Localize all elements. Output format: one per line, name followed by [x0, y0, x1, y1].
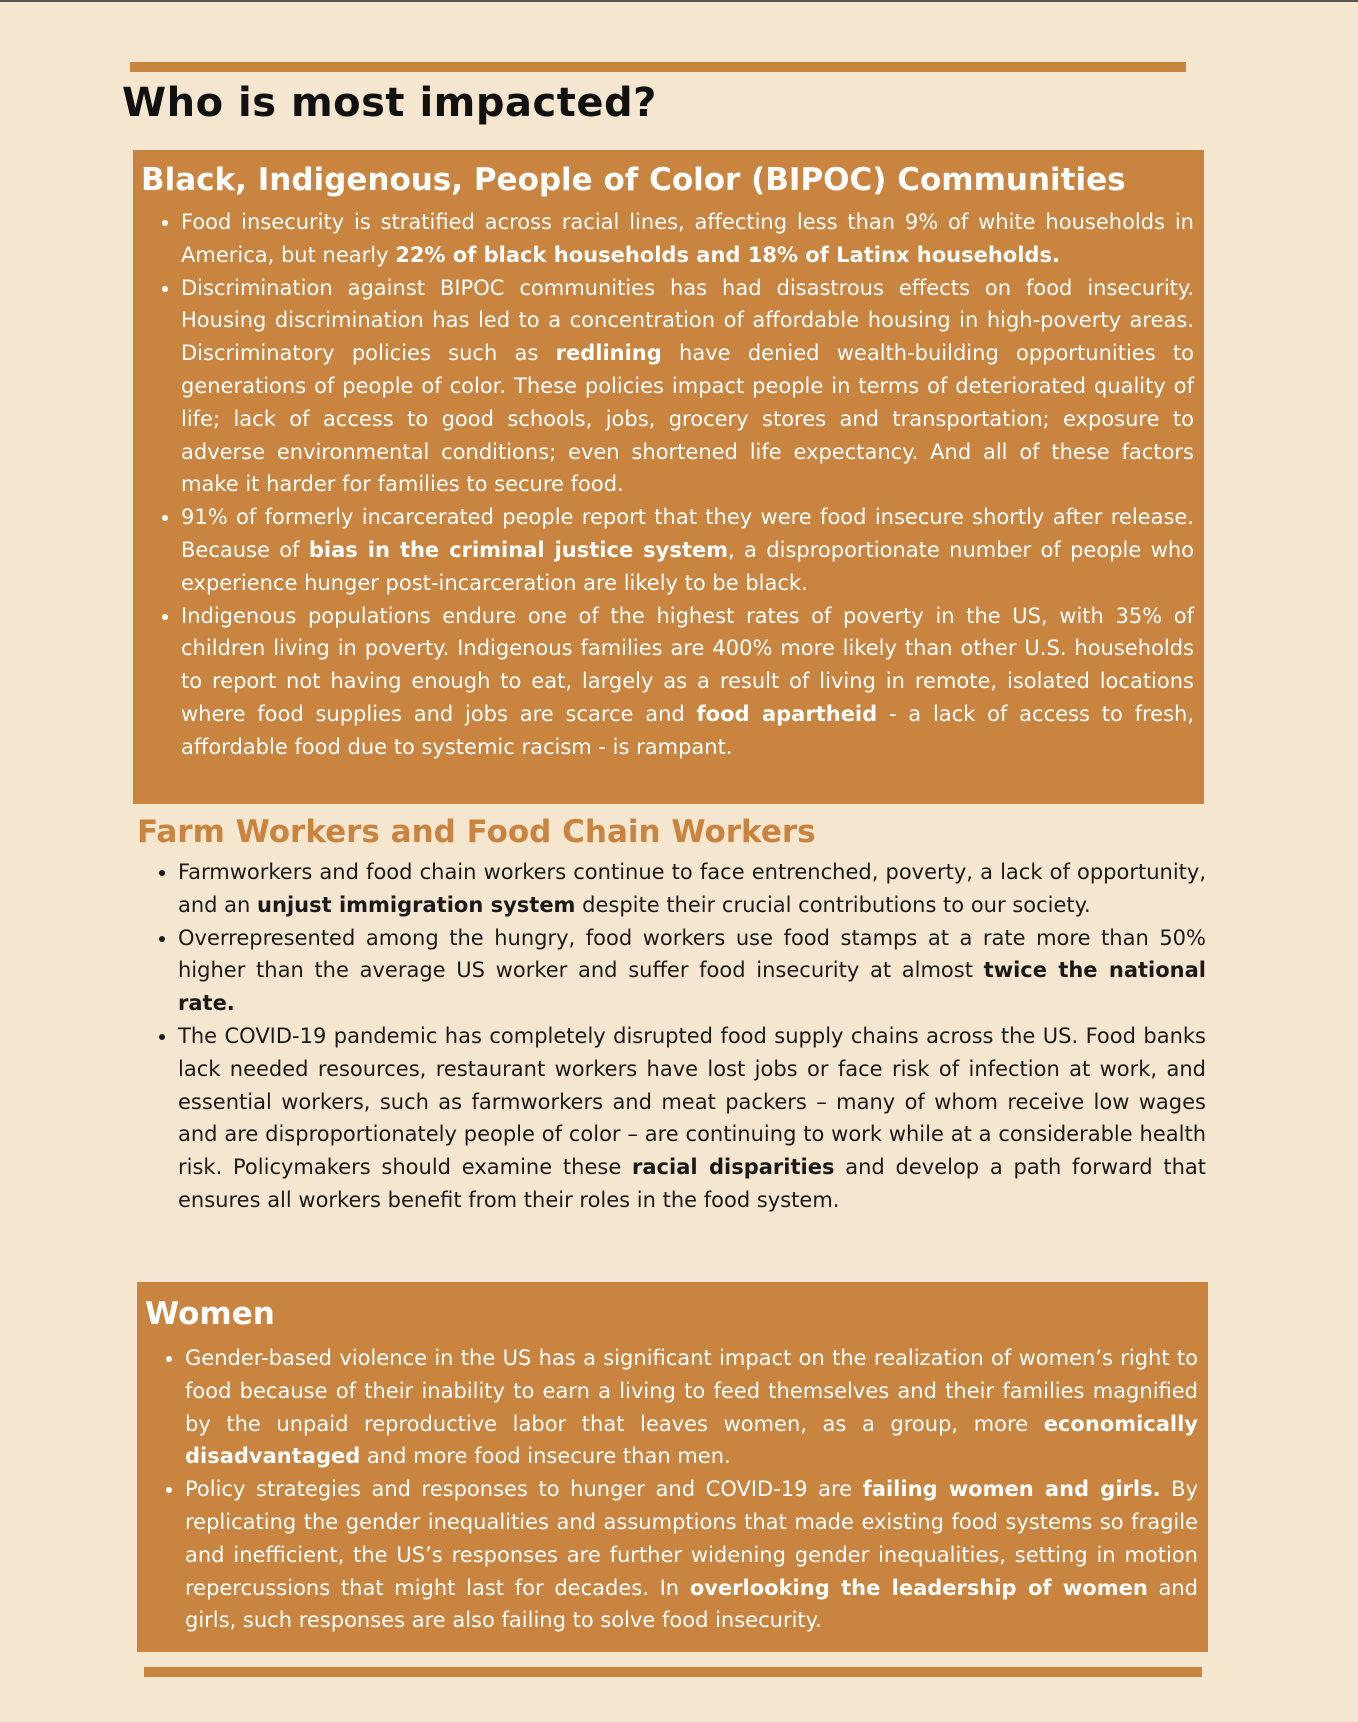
- bullet-highlight: 22% of black households and 18% of Latinx households.: [395, 242, 1060, 267]
- bullet-text: and girls, such responses are also failing to solve food insecurity.: [185, 1575, 1198, 1633]
- women-list: [145, 1342, 1198, 1637]
- bullet-highlight: racial disparities: [632, 1155, 835, 1180]
- bipoc-heading: Black, Indigenous, People of Color (BIPOC) Communities: [141, 162, 1126, 198]
- list-item: [185, 1473, 1198, 1637]
- bullet-text: 91% of formerly incarcerated people report that they were food insecure shortly after release. Because of: [181, 505, 1194, 562]
- bullet-highlight: food apartheid: [696, 701, 878, 726]
- bullet-text: and develop a path forward that ensures all workers benefit from their roles in the food system.: [178, 1155, 1206, 1212]
- top-divider: [130, 62, 1186, 72]
- bullet-text: Overrepresented among the hungry, food workers use food stamps at a rate more than 50% higher than the average US worker and suffer food insecurity at almost: [178, 925, 1206, 983]
- list-item: [181, 272, 1194, 502]
- bullet-highlight: failing women and girls.: [862, 1477, 1161, 1502]
- list-item: [178, 922, 1206, 1020]
- list-item: [185, 1342, 1198, 1473]
- women-heading: Women: [145, 1296, 275, 1332]
- bullet-text: despite their crucial contributions to our society.: [575, 892, 1091, 917]
- bottom-divider: [144, 1667, 1202, 1677]
- bullet-text: Indigenous populations endure one of the highest rates of poverty in the US, with 35% of children living in poverty. Indigenous families are 400% more likely than other U.S. households to report not having enough to eat, largely as a result of living in remote, isolated locations where food supplies and jobs are scarce and: [181, 603, 1194, 726]
- bullet-text: Policy strategies and responses to hunger and COVID-19 are: [185, 1477, 863, 1502]
- bullet-text: - a lack of access to fresh, affordable food due to systemic racism - is rampant.: [181, 701, 1194, 759]
- bullet-text: , a disproportionate number of people who experience hunger post-incarceration are likely to be black.: [181, 537, 1194, 595]
- bullet-highlight: redlining: [555, 341, 662, 366]
- farm-workers-heading: Farm Workers and Food Chain Workers: [137, 814, 816, 850]
- bipoc-section: [133, 150, 1204, 804]
- bullet-highlight: economically disadvantaged: [185, 1411, 1198, 1469]
- list-item: [178, 856, 1206, 922]
- women-section: [137, 1282, 1208, 1652]
- top-border-line: [0, 0, 1358, 2]
- bullet-highlight: twice the national rate.: [178, 958, 1206, 1016]
- bullet-highlight: bias in the criminal justice system: [308, 537, 729, 562]
- bullet-highlight: unjust immigration system: [257, 892, 576, 917]
- farm-workers-list: [134, 856, 1206, 1217]
- bullet-text: Food insecurity is stratified across racial lines, affecting less than 9% of white households in America, but nearly: [181, 210, 1194, 267]
- page-title: Who is most impacted?: [122, 80, 657, 126]
- bipoc-list: [141, 206, 1194, 764]
- list-item: [181, 600, 1194, 764]
- bullet-text: Farmworkers and food chain workers continue to face entrenched, poverty, a lack of opportunity, and an: [178, 860, 1206, 917]
- bullet-text: have denied wealth-building opportunities to generations of people of color. These policies impact people in terms of deteriorated quality of life; lack of access to good schools, jobs, grocery stores and transportation; exposure to adverse environmental conditions; even shortened life expectancy. And all of these factors make it harder for families to secure food.: [181, 341, 1194, 497]
- bullet-text: Discrimination against BIPOC communities has had disastrous effects on food insecurity. Housing discrimination has led to a concentration of affordable housing in high-poverty areas. Discriminatory policies such as: [181, 275, 1194, 366]
- bullet-text: and more food insecure than men.: [360, 1444, 731, 1469]
- farm-workers-section: [134, 812, 1206, 1217]
- list-item: [181, 501, 1194, 599]
- list-item: [178, 1020, 1206, 1217]
- bullet-text: Gender-based violence in the US has a significant impact on the realization of women’s right to food because of their inability to earn a living to feed themselves and their families magnified by the unpaid reproductive labor that leaves women, as a group, more: [185, 1346, 1198, 1436]
- list-item: [181, 206, 1194, 272]
- bullet-highlight: overlooking the leadership of women: [689, 1575, 1148, 1600]
- bullet-text: The COVID-19 pandemic has completely disrupted food supply chains across the US. Food banks lack needed resources, restaurant workers have lost jobs or face risk of infection at work, and essential workers, such as farmworkers and meat packers – many of whom receive low wages and are disproportionately people of color – are continuing to work while at a considerable health risk. Policymakers should examine these: [178, 1023, 1206, 1180]
- bullet-text: By replicating the gender inequalities and assumptions that made existing food systems so fragile and inefficient, the US’s responses are further widening gender inequalities, setting in motion repercussions that might last for decades. In: [185, 1477, 1199, 1600]
